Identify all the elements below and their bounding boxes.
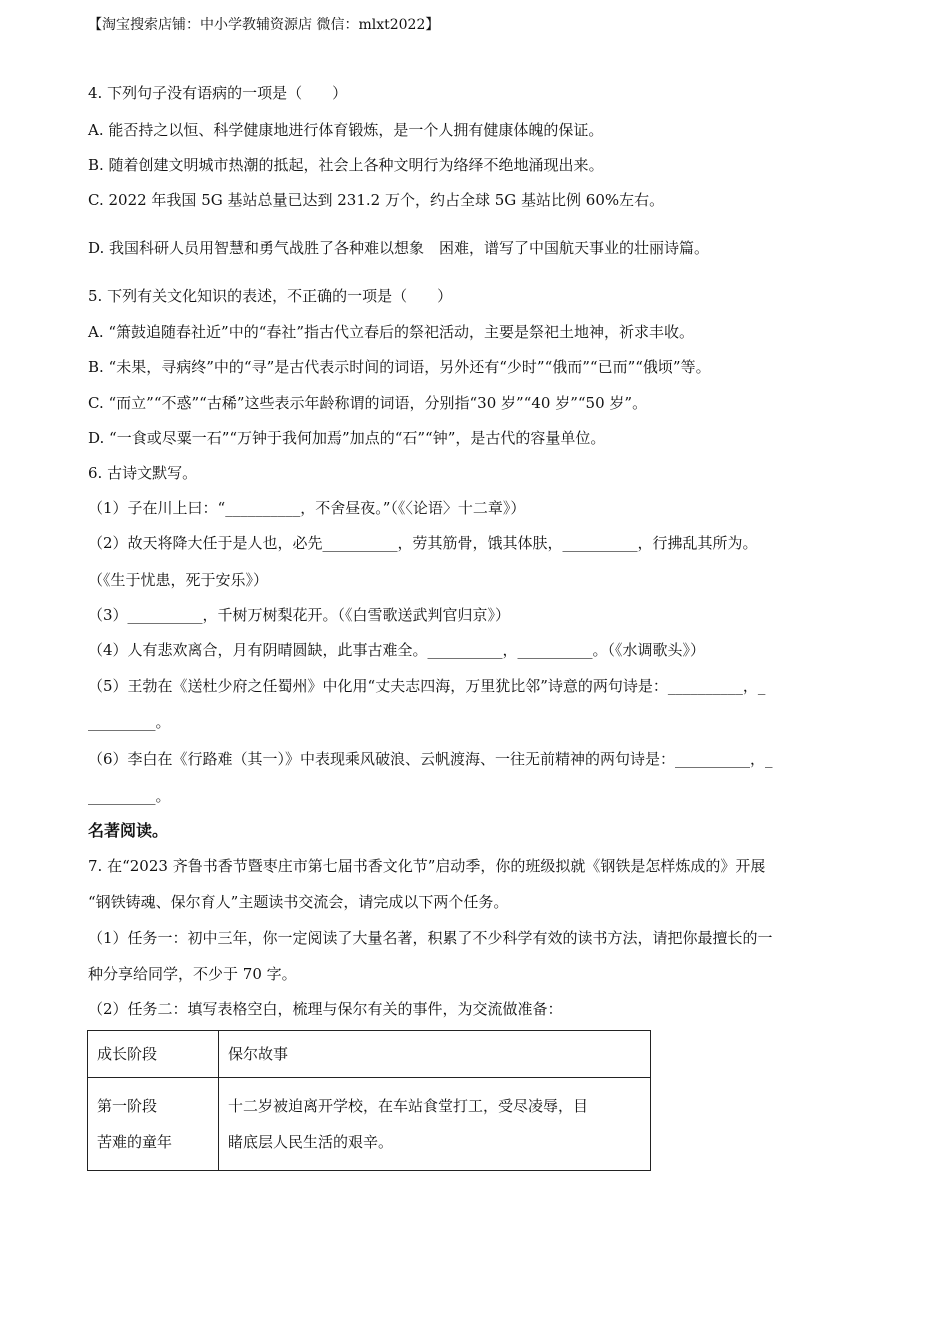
story-line-1: 十二岁被迫离开学校，在车站食堂打工，受尽凌辱，目 [228, 1097, 589, 1115]
question-6-item-6: （6）李白在《行路难（其一）》中表现乘风破浪、云帆渡海、一往无前精神的两句诗是：__________，_ [88, 750, 773, 768]
question-5-option-b: B. “未果，寻病终”中的“寻”是古代表示时间的词语，另外还有“少时”“俄而”“已而”“俄顷”等。 [88, 358, 711, 376]
section-title: 名著阅读。 [88, 821, 169, 840]
question-6-item-1: （1）子在川上曰：“__________，不舍昼夜。”（《〈论语〉十二章》） [88, 499, 526, 517]
stage-cell [88, 1078, 219, 1171]
question-7-task-1: （1）任务一：初中三年，你一定阅读了大量名著，积累了不少科学有效的读书方法，请把你最擅长的一 [88, 929, 773, 947]
question-5-stem: 5. 下列有关文化知识的表述，不正确的一项是（ ） [88, 287, 453, 305]
question-6-item-6-cont: _________。 [88, 787, 171, 805]
question-6-item-5: （5）王勃在《送杜少府之任蜀州》中化用“丈夫志四海，万里犹比邻”诗意的两句诗是：__________，_ [88, 677, 766, 695]
question-5-option-d: D. “一食或尽粟一石”“万钟于我何加焉”加点的“石”“钟”，是古代的容量单位。 [88, 429, 606, 447]
table-row [88, 1078, 651, 1171]
table-header-row [88, 1031, 651, 1078]
stage-subtitle: 苦难的童年 [97, 1133, 173, 1151]
question-5-option-a: A. “箫鼓追随春社近”中的“春社”指古代立春后的祭祀活动，主要是祭祀土地神，祈求丰收。 [88, 323, 695, 341]
stage-name: 第一阶段 [97, 1097, 158, 1115]
question-4-stem: 4. 下列句子没有语病的一项是（ ） [88, 84, 348, 102]
question-6-item-2: （2）故天将降大任于是人也，必先__________，劳其筋骨，饿其体肤，__________，行拂乱其所为。 [88, 534, 758, 552]
question-6-item-4: （4）人有悲欢离合，月有阴晴圆缺，此事古难全。__________，__________。（《水调歌头》） [88, 641, 706, 659]
question-7-stem: 7. 在“2023 齐鲁书香节暨枣庄市第七届书香文化节”启动季，你的班级拟就《钢铁是怎样炼成的》开展 [88, 857, 766, 875]
question-4-option-b: B. 随着创建文明城市热潮的抵起，社会上各种文明行为络绎不绝地涌现出来。 [88, 156, 604, 174]
growth-stage-table [87, 1030, 651, 1171]
question-6-stem: 6. 古诗文默写。 [88, 464, 198, 482]
page-header-note: 【淘宝搜索店铺：中小学教辅资源店 微信：mlxt2022】 [88, 17, 440, 33]
question-7-task-2: （2）任务二：填写表格空白，梳理与保尔有关的事件，为交流做准备： [88, 1000, 563, 1018]
question-7-stem-cont: “钢铁铸魂、保尔育人”主题读书交流会，请完成以下两个任务。 [88, 893, 509, 911]
question-4-option-c: C. 2022 年我国 5G 基站总量已达到 231.2 万个，约占全球 5G 基站比例 60%左右。 [88, 191, 665, 209]
question-4-option-d: D. 我国科研人员用智慧和勇气战胜了各种难以想象 困难，谱写了中国航天事业的壮丽诗篇。 [88, 239, 710, 257]
story-cell [219, 1078, 651, 1171]
table-header-story: 保尔故事 [219, 1031, 651, 1078]
question-4-option-a: A. 能否持之以恒、科学健康地进行体育锻炼，是一个人拥有健康体魄的保证。 [88, 121, 604, 139]
table-header-stage: 成长阶段 [88, 1031, 219, 1078]
question-6-item-3: （3）__________，千树万树梨花开。（《白雪歌送武判官归京》） [88, 606, 511, 624]
question-6-item-2-source: （《生于忧患，死于安乐》） [88, 571, 269, 589]
question-6-item-5-cont: _________。 [88, 713, 171, 731]
question-7-task-1-cont: 种分享给同学，不少于 70 字。 [88, 965, 297, 983]
story-line-2: 睹底层人民生活的艰辛。 [228, 1133, 394, 1151]
question-5-option-c: C. “而立”“不惑”“古稀”这些表示年龄称谓的词语，分别指“30 岁”“40 岁”“50 岁”。 [88, 394, 648, 412]
